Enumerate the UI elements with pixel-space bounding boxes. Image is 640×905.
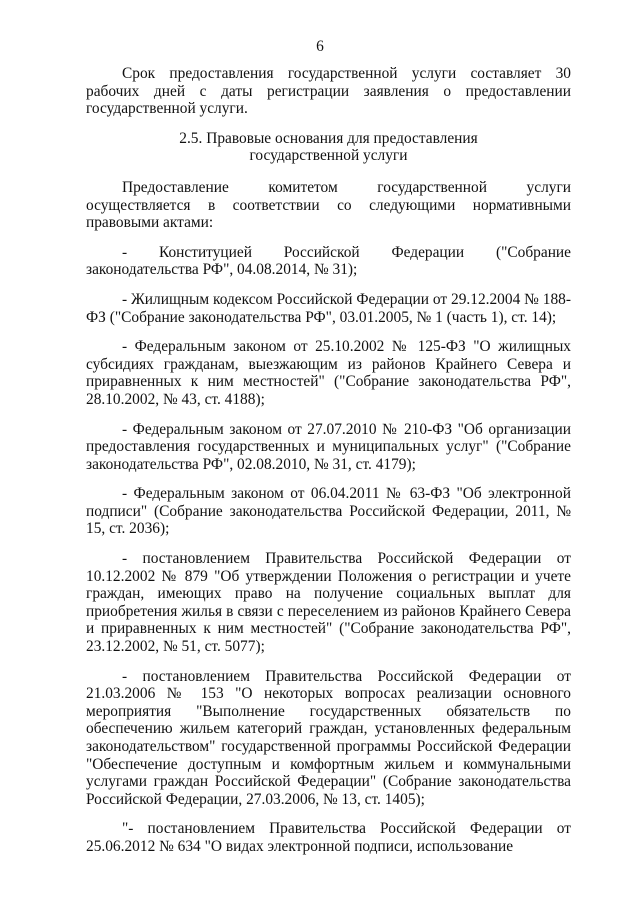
paragraph-service-term: Срок предоставления государственной услуги составляет 30 рабочих дней с даты регистрации заявления о предоставлении государственной услуги. — [86, 65, 571, 118]
list-item-housing-code: - Жилищным кодексом Российской Федерации от 29.12.2004 № 188-ФЗ ("Собрание законодательства РФ", 03.01.2005, № 1 (часть 1), ст. 14); — [86, 290, 571, 326]
list-item-resolution-153: - постановлением Правительства Российской Федерации от 21.03.2006 № 153 "О некоторых вопросах реализации основного мероприятия "Выполнение государственных обязательств по обеспечению жильем категорий граждан, установленных федеральным законодательством" государственной программы Российской Федерации "Обеспечение доступным и комфортным жильем и коммунальными услугами граждан Российской Федерации" (Собрание законодательства Российской Федерации, 27.03.2006, № 13, ст. 1405); — [86, 667, 571, 808]
list-item-constitution: - Конституцией Российской Федерации ("Собрание законодательства РФ", 04.08.2014, № 31); — [86, 243, 571, 279]
paragraph-legal-basis-intro: Предоставление комитетом государственной услуги осуществляется в соответствии со следующими нормативными правовыми актами: — [86, 178, 571, 232]
list-item-law-210fz: - Федеральным законом от 27.07.2010 № 210-ФЗ "Об организации предоставления государственных и муниципальных услуг" ("Собрание законодательства РФ", 02.08.2010, № 31, ст. 4179); — [86, 420, 571, 473]
page-number: 6 — [316, 38, 324, 55]
section-heading-2-5 — [86, 130, 571, 165]
section-heading-line-1: 2.5. Правовые основания для предоставления — [179, 129, 478, 147]
list-item-law-125fz: - Федеральным законом от 25.10.2002 № 125-ФЗ "О жилищных субсидиях гражданам, выезжающим из районов Крайнего Севера и приравненных к ним местностей" ("Собрание законодательства РФ", 28.10.2002, № 43, ст. 4188); — [86, 338, 571, 408]
list-item-resolution-879: - постановлением Правительства Российской Федерации от 10.12.2002 № 879 "Об утверждении Положения о регистрации и учете граждан, имеющих право на получение социальных выплат для приобретения жилья в связи с переселением из районов Крайнего Севера и приравненных к ним местностей" ("Собрание законодательства РФ", 23.12.2002, № 51, ст. 5077); — [86, 550, 571, 656]
section-heading-line-2: государственной услуги — [249, 147, 408, 165]
document-body — [86, 65, 571, 856]
list-item-resolution-634: "- постановлением Правительства Российской Федерации от 25.06.2012 № 634 "О видах электронной подписи, использование — [86, 820, 571, 855]
list-item-law-63fz: - Федеральным законом от 06.04.2011 № 63-ФЗ "Об электронной подписи" (Собрание законодательства Российской Федерации, 2011, № 15, ст. 2036); — [86, 485, 571, 538]
